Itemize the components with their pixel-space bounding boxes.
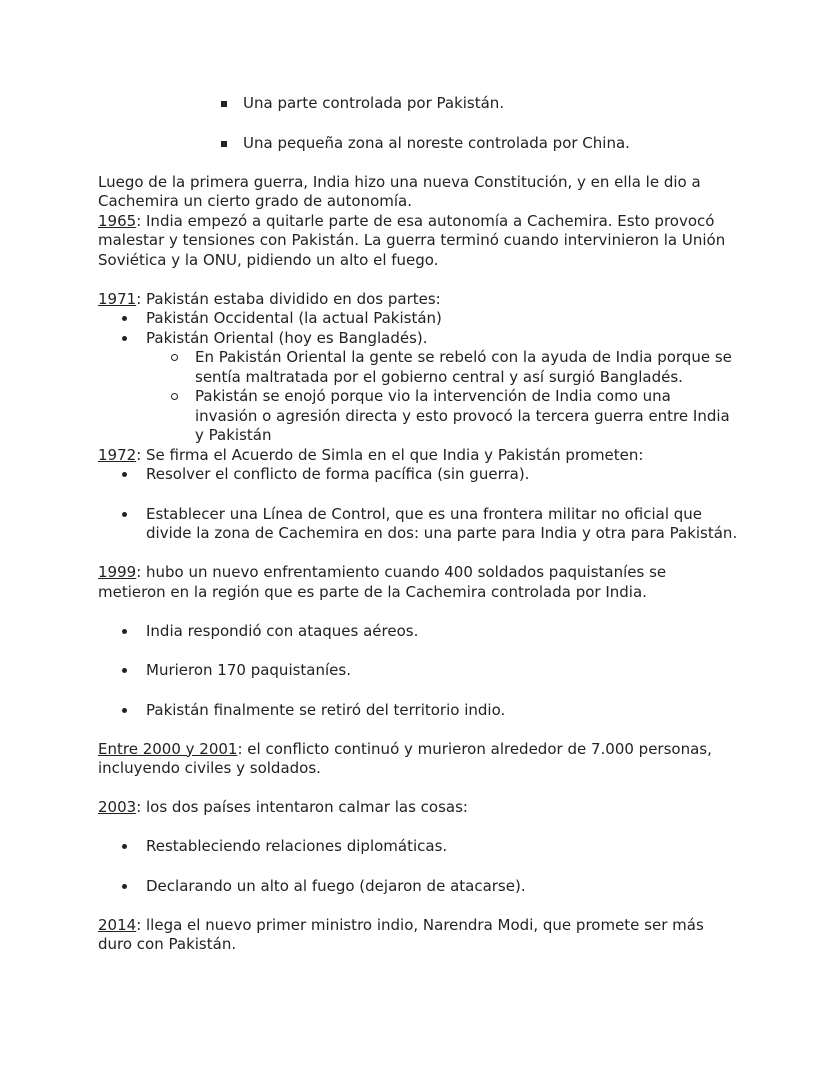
list-item: Establecer una Línea de Control, que es una frontera militar no oficial que divide la zona de Cachemira en dos: una parte para India y otra para Pakistán. <box>146 504 738 542</box>
list-item: Pakistán se enojó porque vio la intervención de India como una invasión o agresión directa y esto provocó la tercera guerra entre India y Pakistán <box>195 387 738 446</box>
list-1972 <box>146 465 738 544</box>
year-label: 1971 <box>98 289 137 308</box>
intro-paragraph: Luego de la primera guerra, India hizo una nueva Constitución, y en ella le dio a Cachemira un cierto grado de autonomía. <box>98 172 701 210</box>
paragraph-2014: 2014: llega el nuevo primer ministro indio, Narendra Modi, que promete ser más duro con Pakistán. <box>98 915 704 953</box>
list-item: Una parte controlada por Pakistán. <box>243 94 738 114</box>
list-item: Murieron 170 paquistaníes. <box>146 661 738 681</box>
year-label: 1999 <box>98 563 137 581</box>
year-label: 2014 <box>98 915 137 934</box>
paragraph-1965: 1965: India empezó a quitarle parte de esa autonomía a Cachemira. Esto provocó malestar y tensiones con Pakistán. La guerra terminó cuando intervinieron la Unión Soviética y la ONU, pidiendo un alto el fuego. <box>98 211 726 269</box>
list-item: Pakistán finalmente se retiró del territorio indio. <box>146 701 738 721</box>
paragraph-1971: 1971: Pakistán estaba dividido en dos partes: <box>98 289 441 308</box>
list-item: India respondió con ataques aéreos. <box>146 622 738 642</box>
control-zones-list <box>243 94 738 153</box>
paragraph-1999: 1999: hubo un nuevo enfrentamiento cuando 400 soldados paquistaníes se metieron en la región que es parte de la Cachemira controlada por India. <box>98 563 667 601</box>
list-1971 <box>146 309 738 446</box>
list-item: Restableciendo relaciones diplomáticas. <box>146 837 738 857</box>
year-label: Entre 2000 y 2001 <box>98 739 238 758</box>
list-item: Pakistán Oriental (hoy es Bangladés). En Pakistán Oriental la gente se rebeló con la ayuda de India porque se sentía maltratada por el gobierno central y así surgió Bangladés. Pakistán se enojó porque vio la intervención de India como una invasión o agresión directa y esto provocó la tercera guerra entre India y Pakistán <box>146 329 738 446</box>
paragraph-1972: 1972: Se firma el Acuerdo de Simla en el que India y Pakistán prometen: <box>98 445 644 464</box>
list-item: Declarando un alto al fuego (dejaron de atacarse). <box>146 877 738 897</box>
document-body <box>98 94 738 955</box>
list-item: En Pakistán Oriental la gente se rebeló con la ayuda de India porque se sentía maltratada por el gobierno central y así surgió Bangladés. <box>195 348 738 387</box>
list-item: Pakistán Occidental (la actual Pakistán) <box>146 309 738 329</box>
year-label: 1972 <box>98 445 137 464</box>
list-1999 <box>146 622 738 721</box>
paragraph-2000: Entre 2000 y 2001: el conflicto continuó y murieron alrededor de 7.000 personas, incluyendo civiles y soldados. <box>98 739 712 777</box>
paragraph-2003: 2003: los dos países intentaron calmar las cosas: <box>98 798 468 816</box>
year-label: 2003 <box>98 798 137 816</box>
list-item: Una pequeña zona al noreste controlada por China. <box>243 134 738 154</box>
list-item: Resolver el conflicto de forma pacífica (sin guerra). <box>146 465 738 485</box>
sublist-1971 <box>195 348 738 446</box>
list-2003 <box>146 837 738 896</box>
year-label: 1965 <box>98 211 137 230</box>
